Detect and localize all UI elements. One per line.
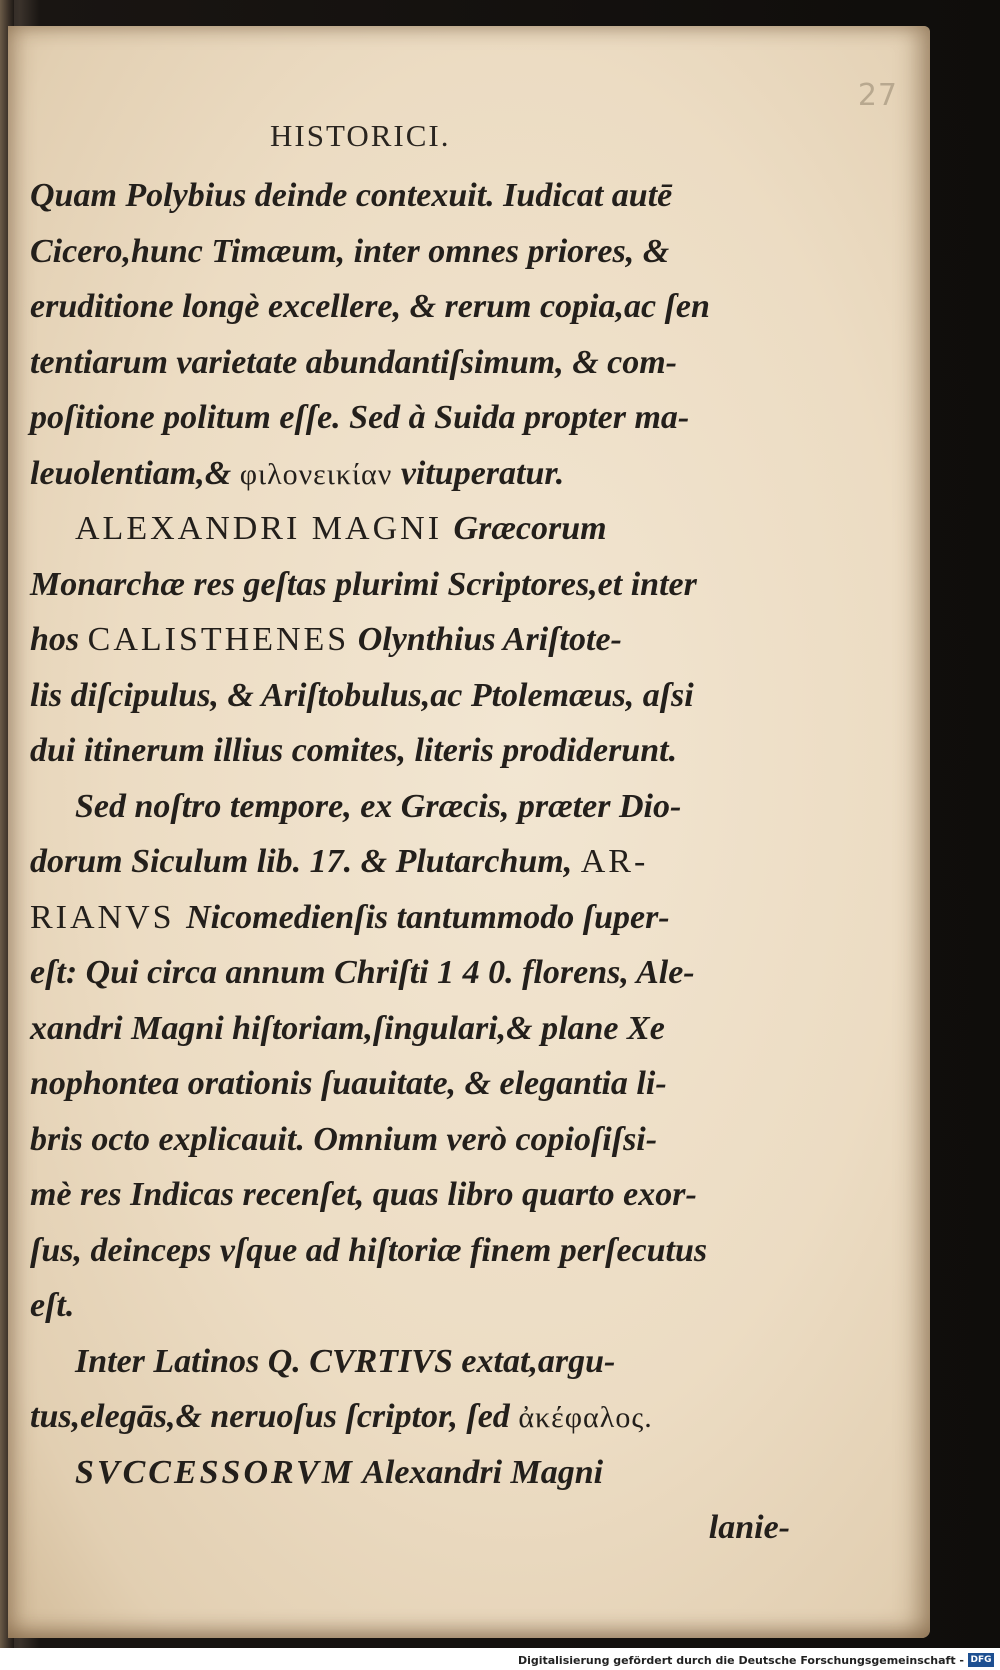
text-line <box>30 1389 790 1445</box>
text-line <box>30 834 790 890</box>
greek-word: φιλονεικίαν <box>239 457 393 491</box>
text-line: lis diſcipulus, & Ariſtobulus,ac Ptolemæus, aſsi <box>30 676 694 714</box>
text-line <box>30 1334 790 1390</box>
name-italic-caps: Q. CVRTIVS <box>267 1342 453 1380</box>
name-caps: CALISTHENES <box>87 621 350 658</box>
text-segment: dorum Siculum lib. 17. & Plutarchum, <box>30 843 581 880</box>
text-line: bris octo explicauit. Omnium verò copioſiſsi- <box>30 1120 658 1158</box>
name-caps: RIANVS <box>30 898 187 936</box>
text-line: Quam Polybius deinde contexuit. Iudicat autē <box>30 177 673 214</box>
name-caps: ALEXANDRI MAGNI <box>75 510 454 547</box>
text-line: Cicero,hunc Timæum, inter omnes priores, & <box>30 232 670 270</box>
body-text <box>30 168 790 1556</box>
text-line: tentiarum varietate abundantiſsimum, & com- <box>30 343 677 381</box>
name-caps: AR- <box>580 843 649 880</box>
text-line: mè res Indicas recenſet, quas libro quarto exor- <box>30 1176 697 1213</box>
page-number: 27 <box>857 78 898 113</box>
text-segment: hos <box>30 621 88 658</box>
dfg-logo: DFG <box>968 1653 994 1667</box>
catchword: lanie- <box>708 1509 790 1546</box>
text-segment: tus,elegās,& neruoſus ſcriptor, ſed <box>30 1398 519 1435</box>
text-line: nophontea orationis ſuauitate, & elegantia li- <box>30 1065 667 1102</box>
text-segment: extat,argu- <box>452 1342 616 1380</box>
text-line: eſt. <box>30 1287 75 1324</box>
text-line: Sed noſtro tempore, ex Græcis, præter Dio- <box>75 787 682 825</box>
text-line: poſitione politum eſſe. Sed à Suida propter ma- <box>30 399 690 436</box>
text-line: xandri Magni hiſtoriam,ſingulari,& plane Xe <box>30 1009 665 1047</box>
text-segment: Alexandri Magni <box>354 1453 604 1491</box>
greek-word: ἀκέφαλος. <box>518 1401 653 1434</box>
text-line: eruditione longè excellere, & rerum copia,ac ſen <box>30 288 710 325</box>
text-segment: Græcorum <box>453 510 607 547</box>
section-heading-caps: SVCCESSORVM <box>75 1453 355 1491</box>
text-line <box>30 612 790 668</box>
text-line: dui itinerum illius comites, literis prodiderunt. <box>30 732 678 769</box>
text-line: Monarchæ res geſtas plurimi Scriptores,et inter <box>30 565 697 603</box>
running-head: HISTORICI. <box>270 118 451 153</box>
text-line <box>30 446 790 502</box>
text-line <box>30 890 790 946</box>
text-segment: vituperatur. <box>392 454 565 492</box>
text-line <box>30 501 790 557</box>
text-line: eſt: Qui circa annum Chriſti 1 4 0. florens, Ale- <box>30 954 695 991</box>
text-segment: leuolentiam,& <box>30 454 240 492</box>
funding-credit: Digitalisierung gefördert durch die Deutsche Forschungsgemeinschaft - <box>517 1654 964 1667</box>
text-segment: Nicomedienſis tantummodo ſuper- <box>186 898 670 936</box>
text-segment: Inter Latinos <box>75 1342 268 1380</box>
text-segment: Olynthius Ariſtote- <box>349 621 622 658</box>
text-line <box>30 1445 790 1501</box>
text-line: ſus, deinceps vſque ad hiſtoriæ finem perſecutus <box>30 1231 708 1269</box>
